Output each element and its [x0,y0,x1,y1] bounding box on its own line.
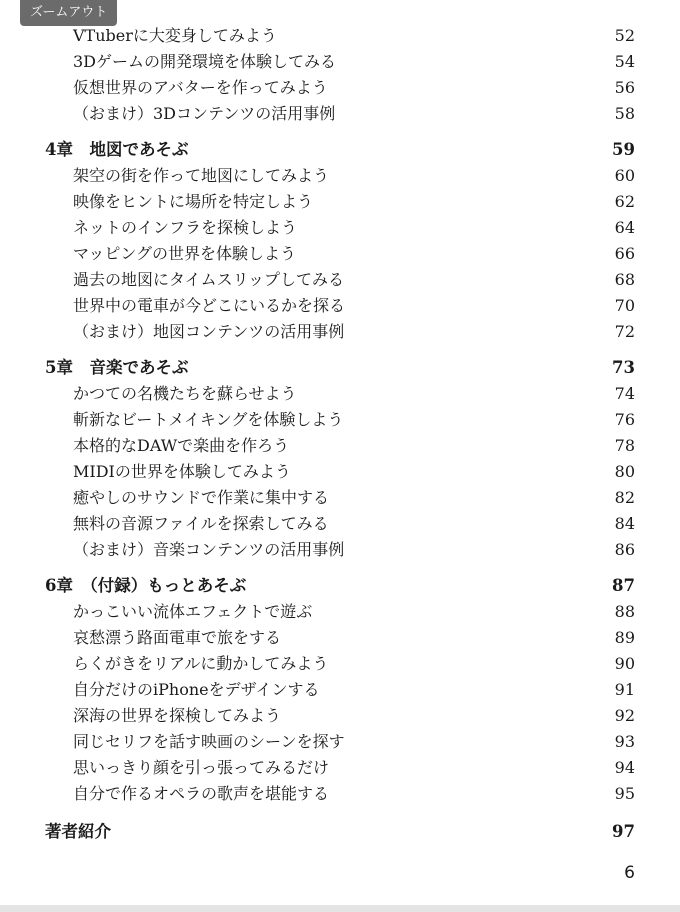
toc-entry-label: 過去の地図にタイムスリップしてみる [73,270,345,289]
toc-entry[interactable] [0,241,680,267]
toc-entry[interactable] [0,599,680,625]
toc-entry-page: 94 [614,758,635,777]
toc-entry-label: （おまけ）音楽コンテンツの活用事例 [73,540,345,559]
toc-entry-page: 74 [614,384,635,403]
page-number: 6 [624,863,635,883]
toc-entry-page: 82 [614,488,635,507]
toc-entry-page: 72 [614,322,635,341]
toc-entry-label: 世界中の電車が今どこにいるかを探る [73,296,346,315]
toc-entry[interactable] [0,755,680,781]
toc-section-chapter-6 [0,573,680,807]
toc-entry-label: 哀愁漂う路面電車で旅をする [73,628,282,647]
toc-entry[interactable] [0,459,680,485]
toc-entry-page: 84 [614,514,635,533]
toc-entry-label: らくがきをリアルに動かしてみよう [73,654,329,673]
toc-entry-page: 89 [614,628,635,647]
toc-entry[interactable] [0,163,680,189]
toc-entry[interactable] [0,267,680,293]
toc-entry[interactable] [0,433,680,459]
toc-entry-label: 同じセリフを話す映画のシーンを探す [73,732,345,751]
toc-entry-label: 思いっきり顔を引っ張ってみるだけ [73,758,330,777]
toc-entry[interactable] [0,49,680,75]
toc-entry-page: 56 [614,78,635,97]
toc-entry-page: 52 [614,26,635,45]
toc-entry-label: 斬新なビートメイキングを体験しよう [73,410,344,429]
toc-entry[interactable] [0,625,680,651]
toc-entry-label: ネットのインフラを探検しよう [73,218,298,237]
toc-entry-label: MIDIの世界を体験してみよう [73,462,291,481]
toc-entry-page: 92 [614,706,635,725]
toc-entry-page: 90 [614,654,635,673]
toc-entry[interactable] [0,703,680,729]
toc-entry[interactable] [0,511,680,537]
toc-entry-label: 本格的なDAWで楽曲を作ろう [73,436,290,455]
toc-entry[interactable] [0,407,680,433]
toc-entry[interactable] [0,101,680,127]
toc-entry-label: 仮想世界のアバターを作ってみよう [73,78,328,97]
toc-entry-label: かつての名機たちを蘇らせよう [73,384,297,403]
toc-entry-label: （おまけ）3Dコンテンツの活用事例 [73,104,336,123]
toc-entry-label: 3Dゲームの開発環境を体験してみる [73,52,337,71]
chapter-title: 6章 （付録）もっとあそぶ [45,576,247,595]
chapter-heading[interactable] [0,355,680,381]
toc-entry-page: 62 [614,192,635,211]
toc-section-3d [0,23,680,127]
toc-entry-page: 76 [614,410,635,429]
toc-entry[interactable] [0,485,680,511]
toc-entry-label: 深海の世界を探検してみよう [73,706,282,725]
toc-entry-page: 95 [614,784,635,803]
toc-entry[interactable] [0,215,680,241]
toc-entry-label: 架空の街を作って地図にしてみよう [73,166,330,185]
toc-entry-page: 91 [614,680,635,699]
toc-entry-page: 68 [614,270,635,289]
chapter-heading[interactable] [0,573,680,599]
author-profile-title: 著者紹介 [45,822,111,841]
toc-entry-label: （おまけ）地図コンテンツの活用事例 [73,322,345,341]
toc-entry-label: 無料の音源ファイルを探索してみる [73,514,329,533]
toc-entry[interactable] [0,381,680,407]
toc-entry-page: 70 [614,296,635,315]
toc-entry-page: 86 [614,540,635,559]
toc-entry-page: 66 [614,244,635,263]
toc-entry-page: 88 [614,602,635,621]
toc-entry[interactable] [0,293,680,319]
toc-entry[interactable] [0,75,680,101]
toc-entry[interactable] [0,677,680,703]
toc-entry-label: 自分で作るオペラの歌声を堪能する [73,784,330,803]
toc-entry-label: マッピングの世界を体験しよう [73,244,297,263]
toc-entry[interactable] [0,729,680,755]
chapter-heading[interactable] [0,137,680,163]
toc-entry-label: VTuberに大変身してみよう [73,26,277,45]
toc-entry-page: 80 [614,462,635,481]
toc-entry[interactable] [0,23,680,49]
bottom-divider [0,905,680,912]
toc-entry-label: かっこいい流体エフェクトで遊ぶ [73,602,313,621]
toc-entry[interactable] [0,781,680,807]
chapter-page: 59 [612,140,635,159]
toc-entry-label: 自分だけのiPhoneをデザインする [73,680,320,699]
author-profile-heading[interactable] [0,819,680,845]
toc-entry-page: 78 [614,436,635,455]
author-profile-page: 97 [612,822,635,841]
toc-entry-label: 癒やしのサウンドで作業に集中する [73,488,330,507]
chapter-title: 4章 地図であそぶ [45,140,189,159]
toc-entry-page: 60 [614,166,635,185]
toc-entry[interactable] [0,189,680,215]
chapter-title: 5章 音楽であそぶ [45,358,189,377]
toc-entry[interactable] [0,319,680,345]
toc-entry-page: 64 [614,218,635,237]
chapter-page: 87 [612,576,635,595]
zoom-out-button[interactable]: ズームアウト [20,0,117,26]
toc-section-chapter-5 [0,355,680,563]
toc-entry-page: 93 [614,732,635,751]
toc-entry-label: 映像をヒントに場所を特定しよう [73,192,314,211]
table-of-contents [0,23,680,845]
toc-entry-page: 58 [614,104,635,123]
chapter-page: 73 [612,358,635,377]
toc-entry[interactable] [0,651,680,677]
toc-entry[interactable] [0,537,680,563]
toc-section-chapter-4 [0,137,680,345]
toc-entry-page: 54 [614,52,635,71]
